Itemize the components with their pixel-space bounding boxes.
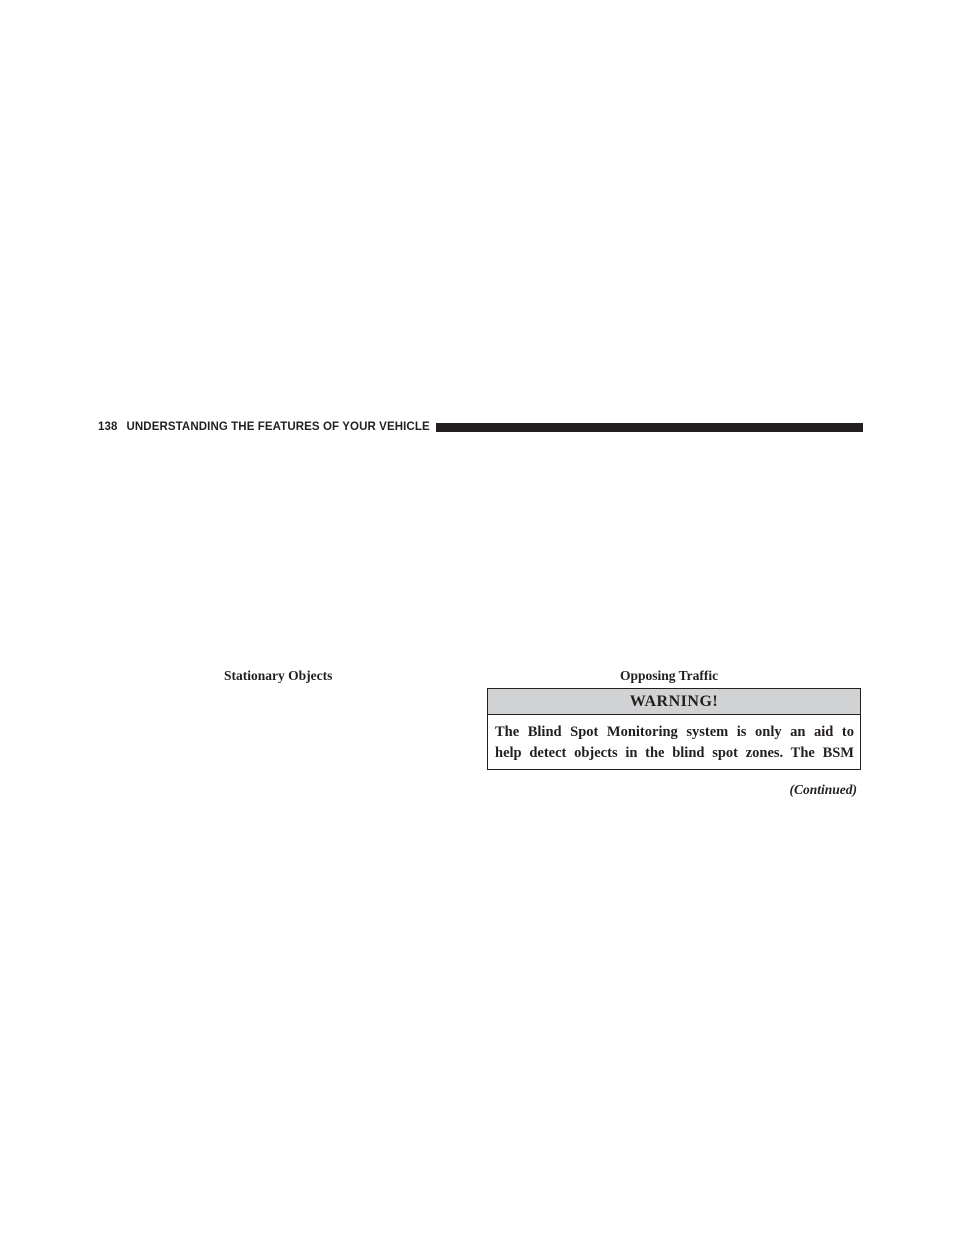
page-number: 138 [98, 421, 118, 433]
warning-title: WARNING! [488, 689, 860, 715]
warning-body [488, 715, 860, 764]
warning-line: The Blind Spot Monitoring system is only an aid to [495, 724, 854, 740]
continued-label: (Continued) [789, 782, 857, 797]
figure-caption-stationary-objects: Stationary Objects [224, 668, 333, 683]
running-header [98, 420, 863, 434]
section-title: UNDERSTANDING THE FEATURES OF YOUR VEHICLE [126, 421, 430, 433]
warning-box [487, 688, 861, 770]
figure-caption-opposing-traffic: Opposing Traffic [620, 668, 719, 683]
warning-line: help detect objects in the blind spot zones. The BSM [495, 745, 854, 761]
header-rule [436, 423, 863, 432]
